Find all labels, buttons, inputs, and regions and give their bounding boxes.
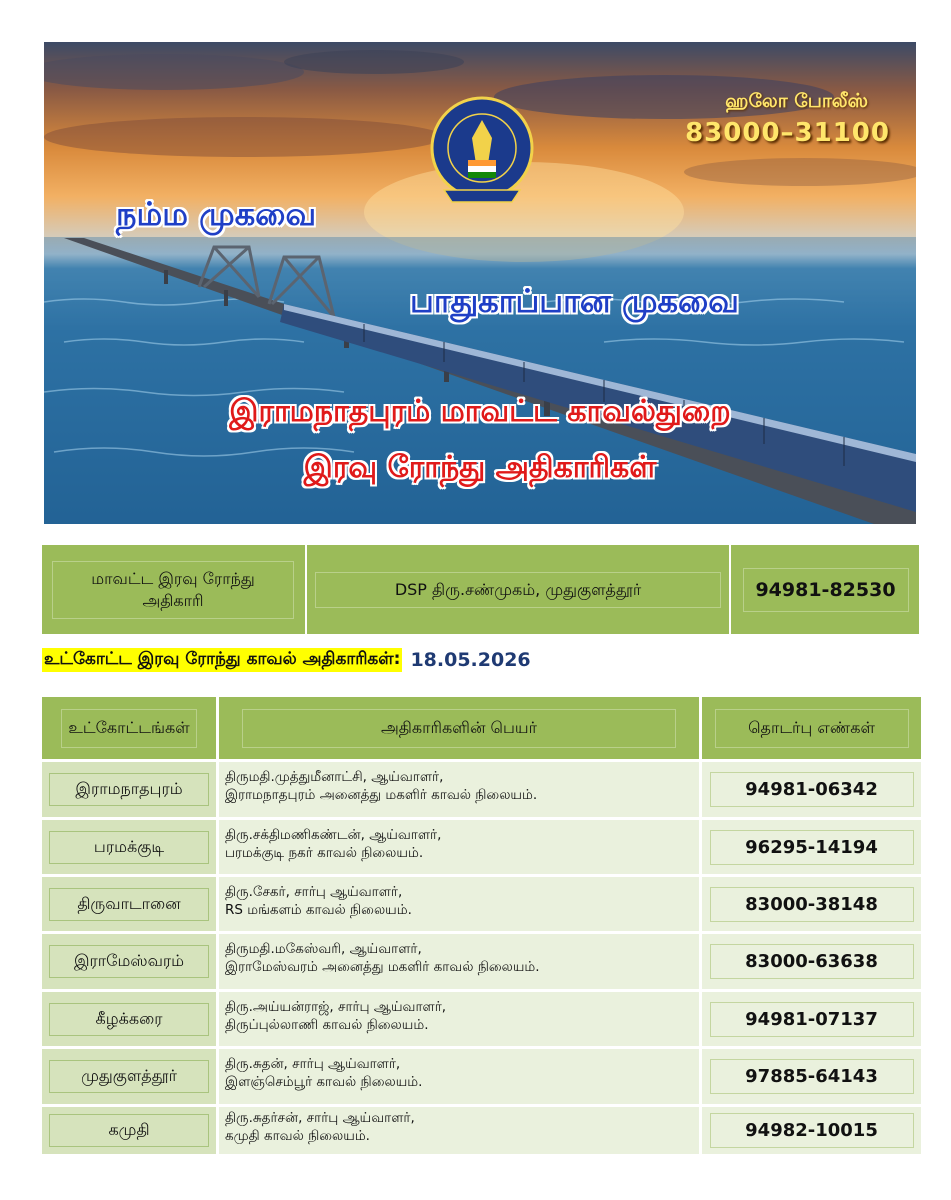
division-cell xyxy=(42,762,216,817)
district-officer-name: DSP திரு.சண்முகம், முதுகுளத்தூர் xyxy=(315,572,721,608)
header-phone: தொடர்பு எண்கள் xyxy=(715,709,909,748)
officer-cell xyxy=(219,1107,699,1154)
table-row xyxy=(42,992,921,1046)
district-officer-label-cell xyxy=(42,545,304,634)
officer-name: திருமதி.மகேஸ்வரி, ஆய்வாளர், xyxy=(225,941,422,957)
officer-name: திருமதி.முத்துமீனாட்சி, ஆய்வாளர், xyxy=(225,769,444,785)
station-name: இராமநாதபுரம் அனைத்து மகளிர் காவல் நிலையம். xyxy=(225,787,538,803)
district-officer-phone-cell xyxy=(732,545,919,634)
officer-cell xyxy=(219,934,699,989)
station-name: திருப்புல்லாணி காவல் நிலையம். xyxy=(225,1017,429,1033)
header-division: உட்கோட்டங்கள் xyxy=(61,709,196,748)
phone-cell xyxy=(702,762,921,817)
hello-police-label: ஹலோ போலீஸ் xyxy=(725,90,868,112)
division-name: இராமநாதபுரம் xyxy=(49,773,209,806)
officer-cell xyxy=(219,992,699,1046)
phone-number: 96295-14194 xyxy=(710,830,914,865)
division-cell xyxy=(42,992,216,1046)
phone-cell xyxy=(702,877,921,931)
division-name: திருவாடானை xyxy=(49,888,209,921)
district-officer-phone: 94981-82530 xyxy=(743,568,909,612)
district-officer-name-cell xyxy=(308,545,728,634)
column-divider xyxy=(729,545,731,634)
station-name: கமுதி காவல் நிலையம். xyxy=(225,1128,370,1144)
division-name: கமுதி xyxy=(49,1114,209,1147)
column-divider xyxy=(305,545,307,634)
banner-subtitle: இரவு ரோந்து அதிகாரிகள் xyxy=(303,450,657,485)
division-cell xyxy=(42,1049,216,1104)
division-name: பரமக்குடி xyxy=(49,831,209,864)
station-name: இராமேஸ்வரம் அனைத்து மகளிர் காவல் நிலையம். xyxy=(225,959,540,975)
station-name: பரமக்குடி நகர் காவல் நிலையம். xyxy=(225,845,424,861)
phone-number: 83000-38148 xyxy=(710,887,914,922)
report-date: 18.05.2026 xyxy=(410,649,531,671)
phone-number: 94981-07137 xyxy=(710,1002,914,1037)
officer-name: திரு.சேகர், சார்பு ஆய்வாளர், xyxy=(225,884,403,900)
header-cell-officer xyxy=(219,697,699,759)
station-name: இளஞ்செம்பூர் காவல் நிலையம். xyxy=(225,1074,423,1090)
table-row xyxy=(42,877,921,931)
division-cell xyxy=(42,1107,216,1154)
subdivision-heading-label: உட்கோட்ட இரவு ரோந்து காவல் அதிகாரிகள்: xyxy=(42,648,402,672)
officer-cell xyxy=(219,820,699,874)
division-cell xyxy=(42,820,216,874)
table-row xyxy=(42,1107,921,1154)
header-cell-division xyxy=(42,697,216,759)
table-row xyxy=(42,762,921,817)
officer-cell xyxy=(219,1049,699,1104)
division-name: கீழக்கரை xyxy=(49,1003,209,1036)
header-banner xyxy=(44,42,916,524)
division-name: இராமேஸ்வரம் xyxy=(49,945,209,978)
tamilnadu-police-logo xyxy=(428,94,536,214)
banner-line-1: நம்ம முகவை xyxy=(116,195,317,233)
hello-police-number: 83000–31100 xyxy=(685,118,890,148)
header-officer: அதிகாரிகளின் பெயர் xyxy=(242,709,676,748)
officer-name: திரு.சுதன், சார்பு ஆய்வாளர், xyxy=(225,1056,401,1072)
phone-cell xyxy=(702,934,921,989)
phone-number: 94982-10015 xyxy=(710,1113,914,1148)
officer-name: திரு.சுதர்சன், சார்பு ஆய்வாளர், xyxy=(225,1110,415,1126)
officer-name: திரு.சக்திமணிகண்டன், ஆய்வாளர், xyxy=(225,827,442,843)
officer-cell xyxy=(219,762,699,817)
division-name: முதுகுளத்தூர் xyxy=(49,1060,209,1093)
district-officer-row xyxy=(42,545,919,634)
phone-number: 83000-63638 xyxy=(710,944,914,979)
phone-cell xyxy=(702,1049,921,1104)
district-officer-label: மாவட்ட இரவு ரோந்து அதிகாரி xyxy=(52,561,294,619)
phone-cell xyxy=(702,992,921,1046)
subdivision-heading xyxy=(42,646,531,674)
banner-title: இராமநாதபுரம் மாவட்ட காவல்துறை xyxy=(229,394,731,429)
table-row xyxy=(42,1049,921,1104)
header-cell-phone xyxy=(702,697,921,759)
division-cell xyxy=(42,877,216,931)
division-cell xyxy=(42,934,216,989)
banner-line-2: பாதுகாப்பான முகவை xyxy=(410,282,739,320)
phone-cell xyxy=(702,820,921,874)
table-header-row xyxy=(42,697,921,759)
officer-cell xyxy=(219,877,699,931)
officer-name: திரு.அய்யன்ராஜ், சார்பு ஆய்வாளர், xyxy=(225,999,447,1015)
phone-cell xyxy=(702,1107,921,1154)
table-row xyxy=(42,934,921,989)
phone-number: 97885-64143 xyxy=(710,1059,914,1094)
station-name: RS மங்களம் காவல் நிலையம். xyxy=(225,902,412,918)
phone-number: 94981-06342 xyxy=(710,772,914,807)
table-row xyxy=(42,820,921,874)
